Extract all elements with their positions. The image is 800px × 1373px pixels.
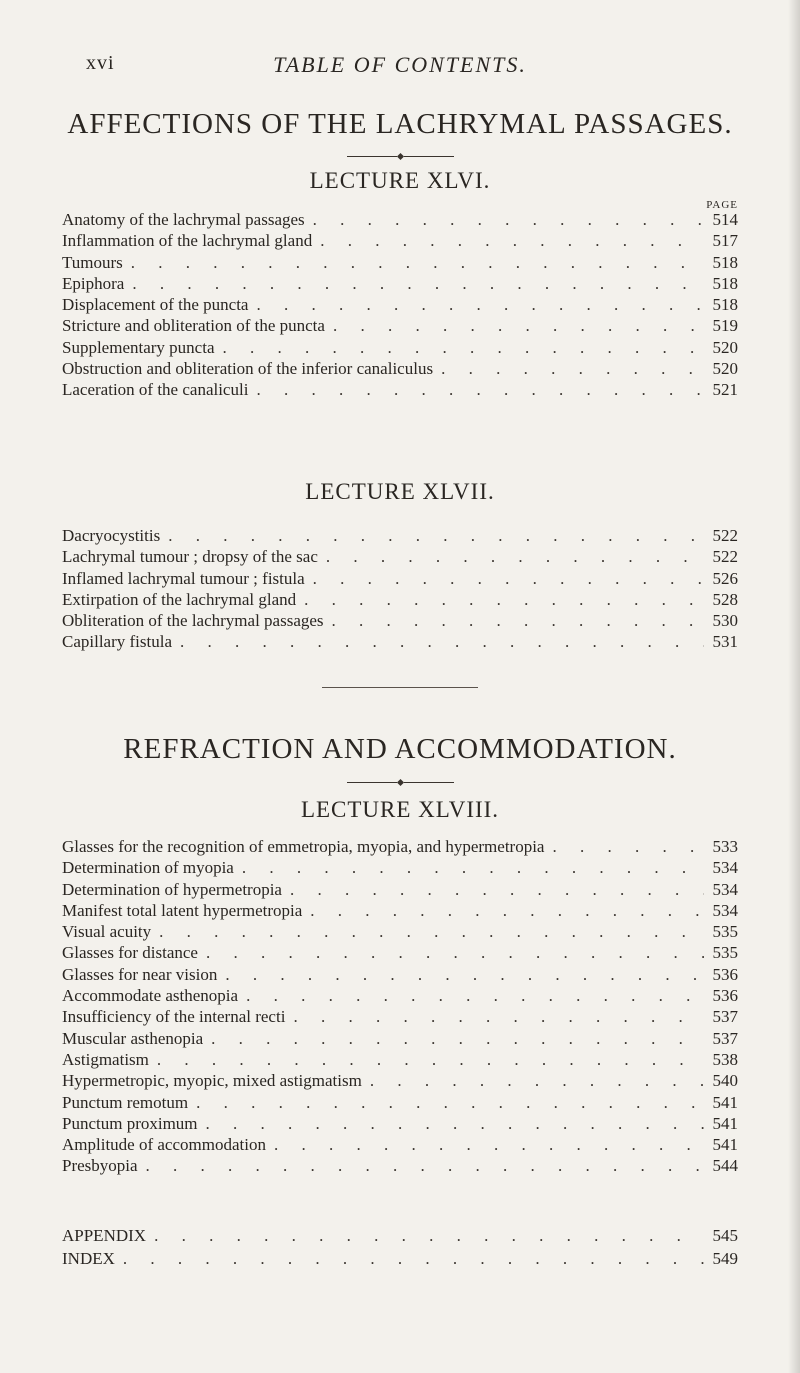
running-head bbox=[86, 52, 714, 80]
toc-entry: Astigmatism . . . 538 bbox=[62, 1050, 738, 1071]
toc-list-xlviii bbox=[62, 837, 738, 1178]
page-number: xvi bbox=[86, 52, 115, 74]
toc-entry: Inflammation of the lachrymal gland . . . 517 bbox=[62, 231, 738, 252]
toc-list-xlvi bbox=[62, 210, 738, 402]
toc-entry-appendix: APPENDIX . . . 545 bbox=[62, 1226, 738, 1249]
toc-entry-index: INDEX . . . 549 bbox=[62, 1249, 738, 1272]
toc-entry: Supplementary puncta . . . 520 bbox=[62, 338, 738, 359]
toc-entry: Lachrymal tumour ; dropsy of the sac . . . 522 bbox=[62, 547, 738, 568]
toc-entry: Inflamed lachrymal tumour ; fistula . . . 526 bbox=[62, 569, 738, 590]
toc-list-xlvii bbox=[62, 526, 738, 654]
toc-entry: Obstruction and obliteration of the inferior canaliculus . . . 520 bbox=[62, 359, 738, 380]
toc-entry: Displacement of the puncta . . . 518 bbox=[62, 295, 738, 316]
page-edge-shadow bbox=[788, 0, 800, 1373]
toc-entry: Extirpation of the lachrymal gland . . . 528 bbox=[62, 590, 738, 611]
toc-entry: Visual acuity . . . 535 bbox=[62, 922, 738, 943]
toc-entry: Muscular asthenopia . . . 537 bbox=[62, 1029, 738, 1050]
toc-entry: Glasses for near vision . . . 536 bbox=[62, 965, 738, 986]
toc-entry: Hypermetropic, myopic, mixed astigmatism . . . 540 bbox=[62, 1071, 738, 1092]
toc-back-matter bbox=[62, 1226, 738, 1272]
toc-entry: Obliteration of the lachrymal passages . . . 530 bbox=[62, 611, 738, 632]
toc-entry: Anatomy of the lachrymal passages . . . 514 bbox=[62, 210, 738, 231]
toc-entry: Punctum proximum . . . 541 bbox=[62, 1114, 738, 1135]
diamond-rule bbox=[0, 773, 800, 785]
lecture-title-xlvii: LECTURE XLVII. bbox=[305, 479, 495, 504]
toc-entry: Punctum remotum . . . 541 bbox=[62, 1093, 738, 1114]
section-divider bbox=[322, 687, 478, 688]
toc-entry: Manifest total latent hypermetropia . . . 534 bbox=[62, 901, 738, 922]
section-title-refraction: REFRACTION AND ACCOMMODATION. bbox=[123, 733, 677, 765]
toc-entry: Amplitude of accommodation . . . 541 bbox=[62, 1135, 738, 1156]
toc-entry: Accommodate asthenopia . . . 536 bbox=[62, 986, 738, 1007]
toc-entry: Determination of myopia . . . 534 bbox=[62, 858, 738, 879]
toc-entry: Capillary fistula . . . 531 bbox=[62, 632, 738, 653]
toc-entry: Epiphora . . . 518 bbox=[62, 274, 738, 295]
toc-entry: Glasses for the recognition of emmetropia, myopia, and hypermetropia . . . 533 bbox=[62, 837, 738, 858]
lecture-title-xlvi: LECTURE XLVI. bbox=[309, 168, 491, 193]
toc-entry: Insufficiency of the internal recti . . . 537 bbox=[62, 1007, 738, 1028]
page-column-label: PAGE bbox=[706, 199, 738, 211]
toc-entry: Glasses for distance . . . 535 bbox=[62, 943, 738, 964]
toc-entry: Determination of hypermetropia . . . 534 bbox=[62, 880, 738, 901]
toc-entry: Laceration of the canaliculi . . . 521 bbox=[62, 380, 738, 401]
toc-entry: Tumours . . . 518 bbox=[62, 253, 738, 274]
diamond-rule bbox=[0, 147, 800, 159]
lecture-title-xlviii: LECTURE XLVIII. bbox=[300, 797, 500, 822]
toc-entry: Stricture and obliteration of the puncta . . . 519 bbox=[62, 316, 738, 337]
toc-entry: Dacryocystitis . . . 522 bbox=[62, 526, 738, 547]
section-title-lachrymal: AFFECTIONS OF THE LACHRYMAL PASSAGES. bbox=[67, 108, 733, 140]
running-title: TABLE OF CONTENTS. bbox=[273, 52, 527, 77]
toc-entry: Presbyopia . . . 544 bbox=[62, 1156, 738, 1177]
